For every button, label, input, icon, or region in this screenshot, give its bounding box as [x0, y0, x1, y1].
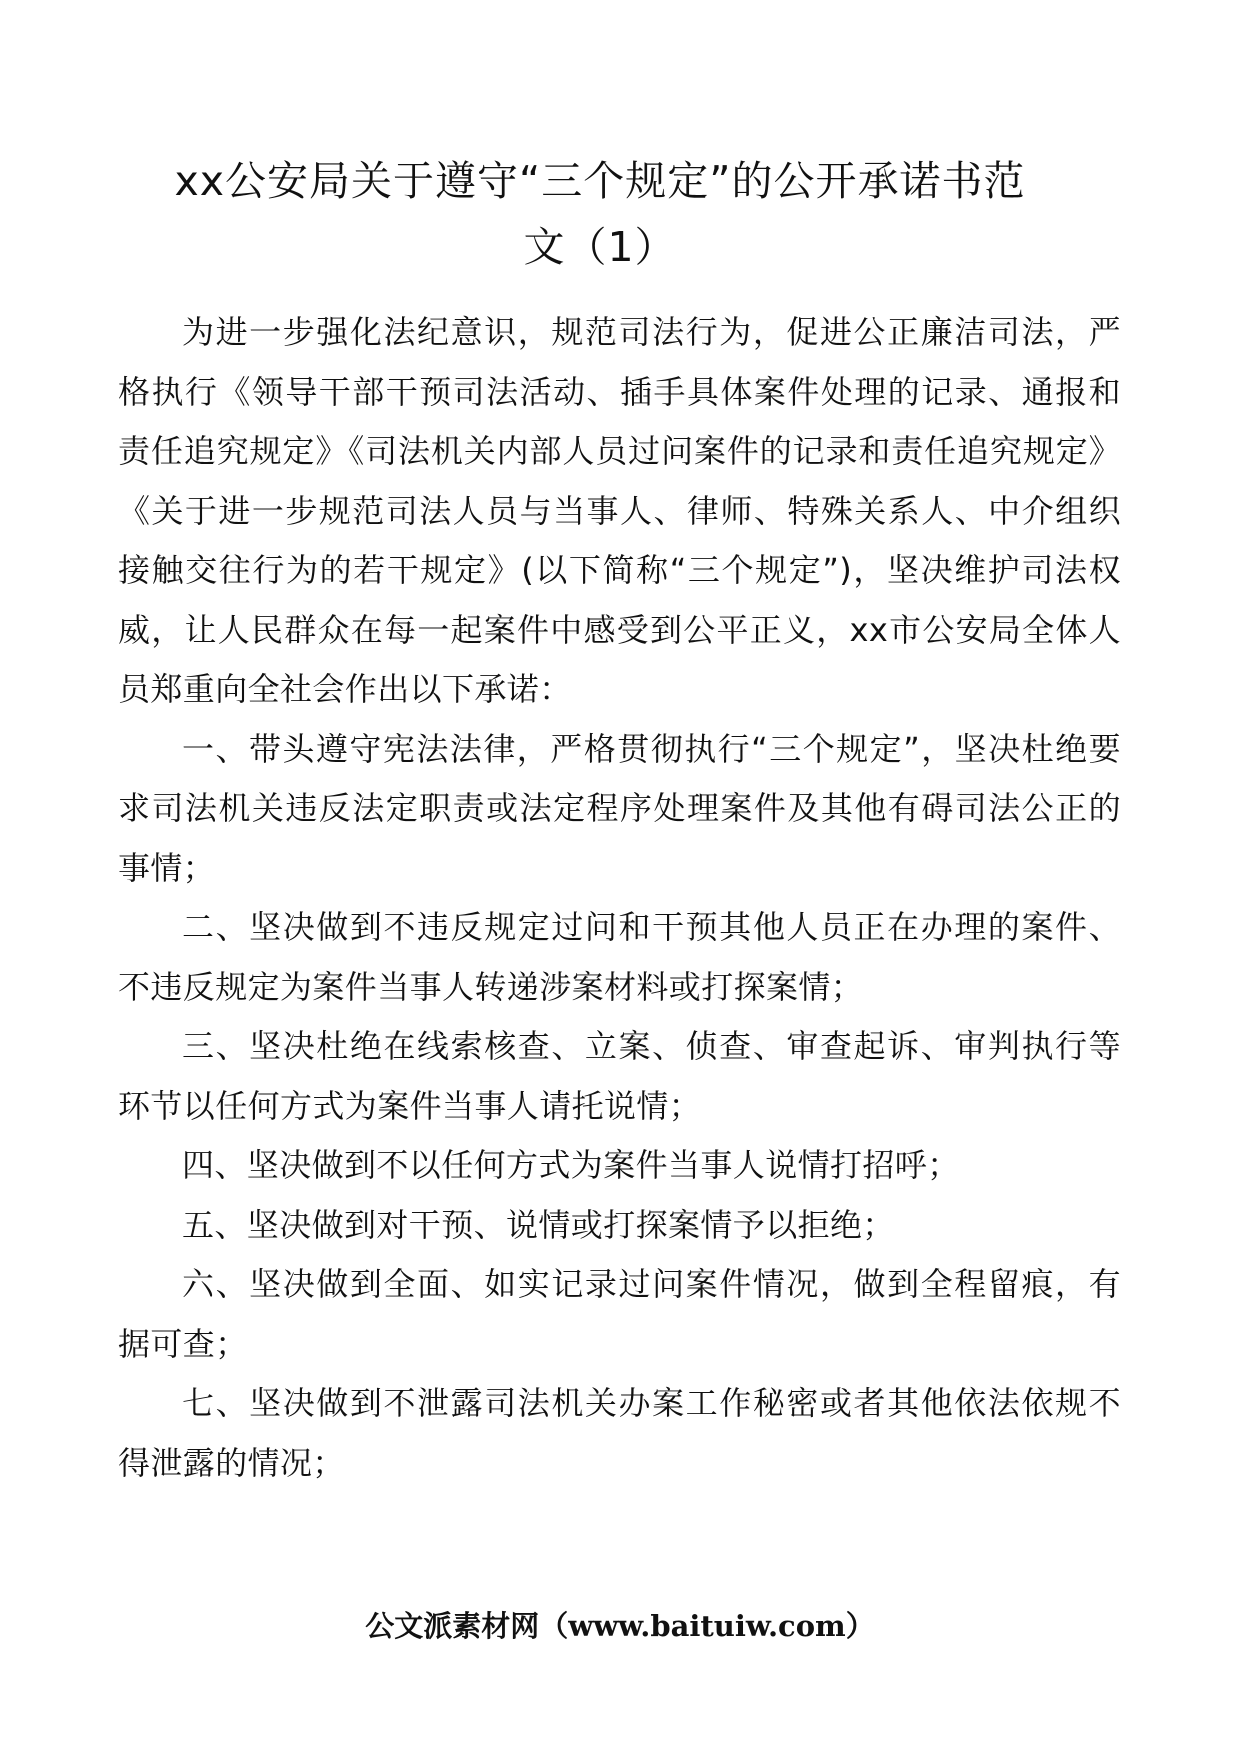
paragraph-item-1: 一、带头遵守宪法法律，严格贯彻执行“三个规定”，坚决杜绝要求司法机关违反法定职责或法定程序处理案件及其他有碍司法公正的事情； [118, 729, 1121, 887]
title-line-2: 文（1） [523, 223, 677, 271]
paragraph-item-4: 四、坚决做到不以任何方式为案件当事人说情打招呼； [182, 1146, 960, 1184]
footer-watermark: 公文派素材网（www.baituiw.com） [365, 1609, 875, 1643]
title-line-1: xx公安局关于遵守“三个规定”的公开承诺书范 [174, 157, 1026, 205]
paragraph-item-7: 七、坚决做到不泄露司法机关办案工作秘密或者其他依法依规不得泄露的情况； [118, 1384, 1121, 1482]
document-body [118, 303, 1121, 1493]
paragraph-item-3: 三、坚决杜绝在线索核查、立案、侦查、审查起诉、审判执行等环节以任何方式为案件当事人请托说情； [118, 1027, 1121, 1125]
document-title [100, 148, 1100, 280]
paragraph-intro: 为进一步强化法纪意识，规范司法行为，促进公正廉洁司法，严格执行《领导干部干预司法活动、插手具体案件处理的记录、通报和责任追究规定》《司法机关内部人员过问案件的记录和责任追究规定》《关于进一步规范司法人员与当事人、律师、特殊关系人、中介组织接触交往行为的若干规定》(以下简称“三个规定”)，坚决维护司法权威，让人民群众在每一起案件中感受到公平正义，xx市公安局全体人员郑重向全社会作出以下承诺： [118, 313, 1121, 708]
paragraph-item-5: 五、坚决做到对干预、说情或打探案情予以拒绝； [182, 1205, 895, 1244]
paragraph-item-6: 六、坚决做到全面、如实记录过问案件情况，做到全程留痕，有据可查； [118, 1265, 1121, 1363]
paragraph-item-2: 二、坚决做到不违反规定过问和干预其他人员正在办理的案件、不违反规定为案件当事人转递涉案材料或打探案情； [118, 908, 1121, 1006]
